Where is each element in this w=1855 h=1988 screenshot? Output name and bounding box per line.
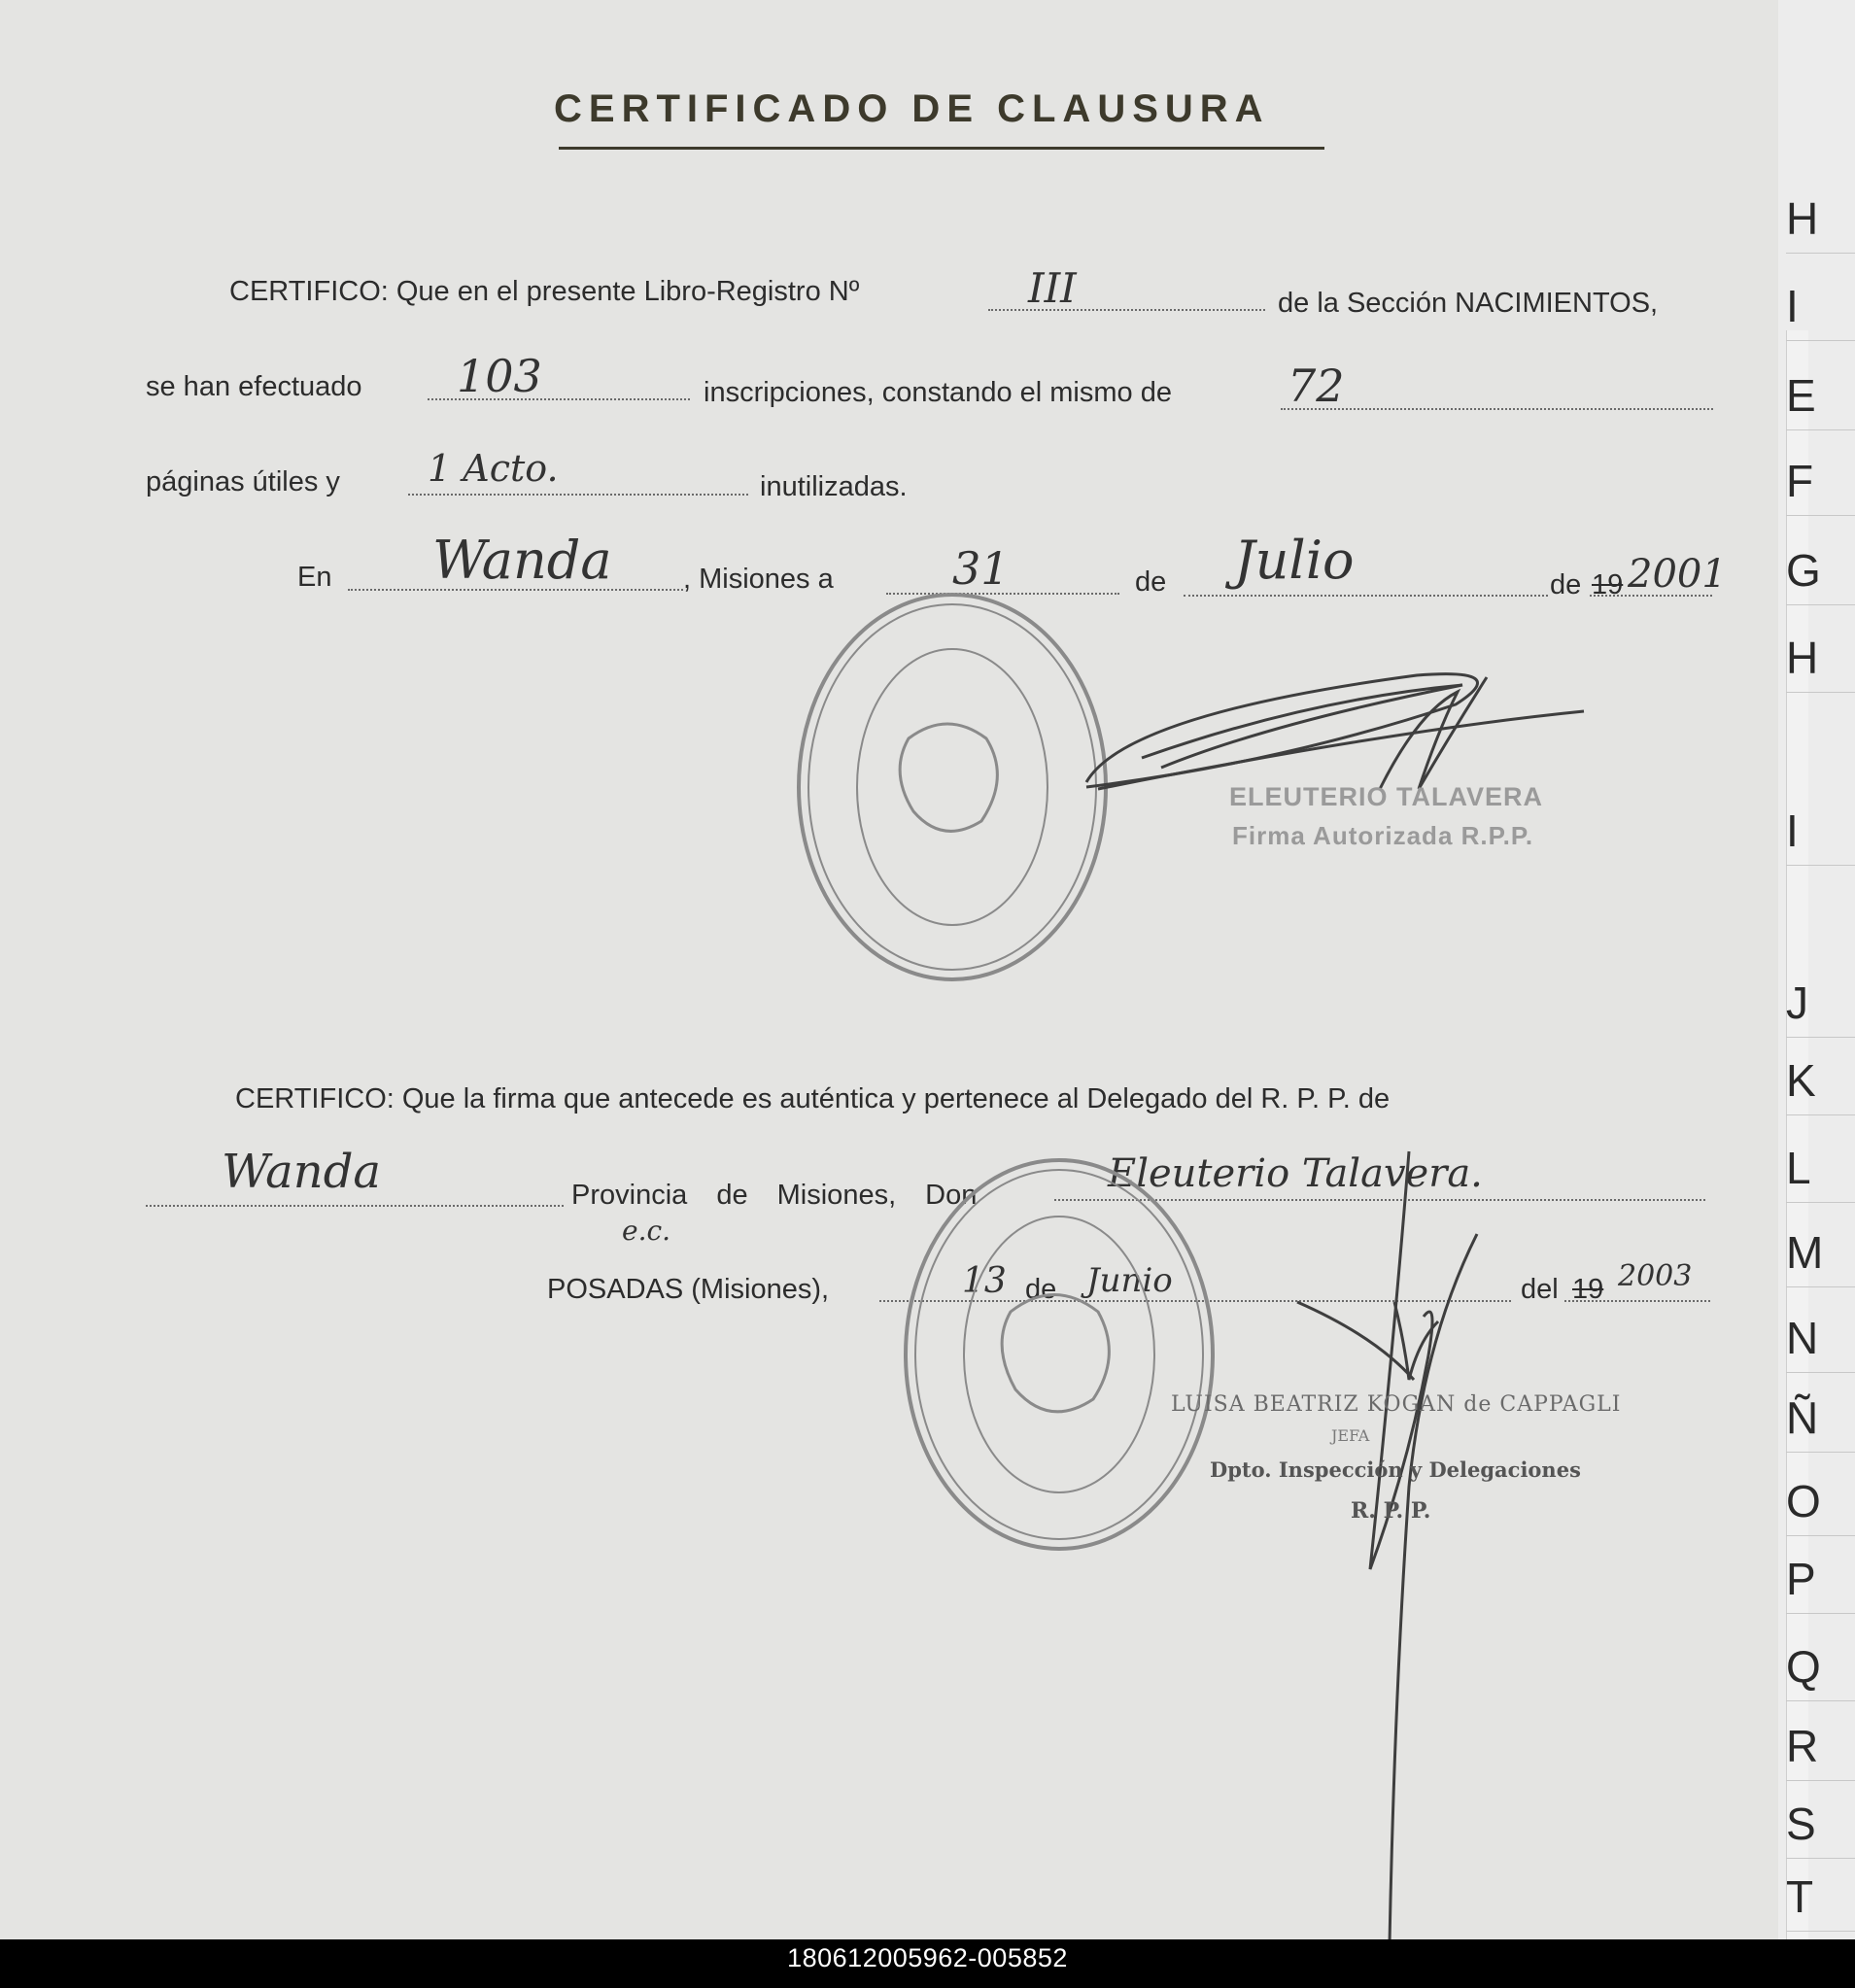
cert1-line3-start: páginas útiles y (146, 466, 340, 497)
cert2-line3-start: POSADAS (Misiones), (547, 1274, 830, 1305)
authority-title-stamp: JEFA (1331, 1426, 1370, 1445)
signatory-name-stamp: ELEUTERIO TALAVERA (1229, 782, 1544, 811)
cert2-note: e.c. (622, 1215, 671, 1247)
cert1-line2-middle: inscripciones, constando el mismo de (704, 377, 1172, 408)
cert1-line4-de: de (1135, 566, 1167, 598)
index-tab-letter: T (1786, 1871, 1814, 1922)
cert2-line3-de: de (1025, 1274, 1057, 1305)
index-tab-letter: R (1786, 1721, 1819, 1771)
scan-id: 180612005962-005852 (787, 1943, 1068, 1972)
index-tab-letter: K (1786, 1055, 1816, 1106)
cert1-line1-start: CERTIFICO: Que en el presente Libro-Registro Nº (229, 276, 860, 307)
cert1-line3-end: inutilizadas. (760, 471, 908, 502)
cert1-line2-start: se han efectuado (146, 371, 362, 402)
dia-value: 31 (952, 542, 1010, 595)
index-tab-letter: P (1786, 1554, 1816, 1604)
cert2-line3-del: del (1521, 1274, 1559, 1305)
index-tab-letter: M (1786, 1227, 1824, 1278)
index-tab-letter: H (1786, 633, 1819, 683)
inutilizadas-value: 1 Acto. (428, 447, 559, 490)
index-tab-letter: S (1786, 1799, 1816, 1849)
index-tab-letter: I (1786, 805, 1799, 856)
anio-printed-struck: 19 (1592, 569, 1624, 600)
cert2-anio-printed-struck: 19 (1572, 1274, 1604, 1305)
cert1-line4-en: En (297, 562, 332, 593)
cert2-mes-value: Junio (1086, 1261, 1173, 1300)
cert2-nombre-value: Eleuterio Talavera. (1108, 1151, 1483, 1196)
cert2-line2-start: Provincia de Misiones, Don (571, 1180, 978, 1211)
index-tab-letter: Ñ (1786, 1392, 1819, 1443)
index-tab-letter: H (1786, 193, 1819, 244)
cert2-lugar-value: Wanda (222, 1145, 382, 1199)
signatory-role-stamp: Firma Autorizada R.P.P. (1232, 821, 1534, 850)
index-tab-letter: E (1786, 370, 1816, 421)
cert1-line1-end: de la Sección NACIMIENTOS, (1278, 288, 1659, 319)
paginas-value: 72 (1288, 360, 1345, 412)
cert2-line1: CERTIFICO: Que la firma que antecede es auténtica y pertenece al Delegado del R. P. P. de (235, 1083, 1391, 1114)
authority-dept-stamp: Dpto. Inspección y Delegaciones (1210, 1457, 1581, 1482)
index-tab-letter: O (1786, 1476, 1821, 1526)
signature-2 (1297, 1151, 1477, 1943)
cert2-dia-value: 13 (962, 1261, 1007, 1301)
document-title: CERTIFICADO DE CLAUSURA (554, 87, 1270, 130)
index-tab-letter: L (1786, 1143, 1811, 1193)
index-tab-letter: Q (1786, 1641, 1821, 1692)
seal-2 (906, 1160, 1213, 1549)
index-tab-letter: F (1786, 456, 1814, 506)
libro-num-value: III (1028, 264, 1077, 312)
inscripciones-value: 103 (457, 350, 542, 402)
index-tab-letter: N (1786, 1313, 1819, 1363)
cert1-line4-misiones: , Misiones a (683, 564, 834, 595)
lugar-value: Wanda (432, 530, 612, 591)
mes-value: Julio (1234, 530, 1355, 591)
anio-value: 2001 (1628, 552, 1727, 597)
cert2-anio-value: 2003 (1618, 1259, 1693, 1293)
index-tab-letter: G (1786, 545, 1821, 596)
authority-name-stamp: LUISA BEATRIZ KOGAN de CAPPAGLI (1171, 1392, 1622, 1417)
index-tab-letter: J (1786, 977, 1808, 1028)
authority-org-stamp: R. P. P. (1351, 1498, 1431, 1524)
cert1-line4-de2: de (1550, 569, 1582, 600)
index-tab-letter: I (1786, 281, 1799, 331)
